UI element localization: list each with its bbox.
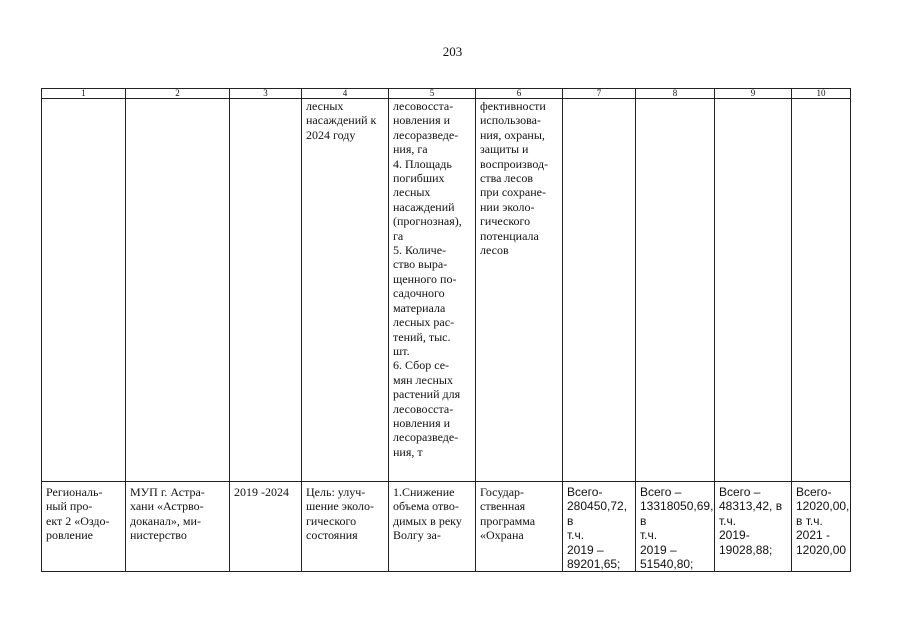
table-cell: Всего- 280450,72, в т.ч. 2019 – 89201,65; [563, 482, 636, 572]
column-header: 5 [389, 89, 476, 99]
table-cell [126, 99, 230, 482]
column-header: 7 [563, 89, 636, 99]
table-cell [563, 99, 636, 482]
column-header: 8 [636, 89, 715, 99]
program-table [41, 88, 851, 572]
column-header: 10 [792, 89, 851, 99]
table-cell [230, 99, 302, 482]
table-cell: МУП г. Астра- хани «Астрво- доканал», ми- нистерство [126, 482, 230, 572]
table-cell: Государ- ственная программа «Охрана [476, 482, 563, 572]
column-header: 3 [230, 89, 302, 99]
table-cell: лесовосста- новления и лесоразведе- ния, га 4. Площадь погибших лесных насаждений (прогнозная), га 5. Количе- ство выра- щенного по- садочного материала лесных рас- тений, тыс. шт. 6. Сбор се- мян лесных растений для лесовосста- новления и лесоразведе- ния, т [389, 99, 476, 482]
column-header: 4 [302, 89, 389, 99]
column-header: 1 [42, 89, 126, 99]
table-cell [715, 99, 792, 482]
header-row [42, 89, 851, 99]
column-header: 6 [476, 89, 563, 99]
table-cell: Цель: улуч- шение эколо- гического состояния [302, 482, 389, 572]
page-number: 203 [442, 44, 463, 59]
table-cell: 2019 -2024 [230, 482, 302, 572]
table-cell: Всего – 13318050,69, в т.ч. 2019 – 51540,80; [636, 482, 715, 572]
table-row-continuation [42, 99, 851, 482]
table-cell: Всего – 48313,42, в т.ч. 2019- 19028,88; [715, 482, 792, 572]
column-header: 2 [126, 89, 230, 99]
table-cell: Всего- 12020,00, в т.ч. 2021 - 12020,00 [792, 482, 851, 572]
table-cell: фективности использова- ния, охраны, защиты и воспроизвод- ства лесов при сохране- нии эколо- гического потенциала лесов [476, 99, 563, 482]
table-row-regional-project [42, 482, 851, 572]
table-cell [636, 99, 715, 482]
column-header: 9 [715, 89, 792, 99]
table-cell: лесных насаждений к 2024 году [302, 99, 389, 482]
table-cell: Региональ- ный про- ект 2 «Оздо- ровление [42, 482, 126, 572]
table-cell: 1.Снижение объема отво- димых в реку Волгу за- [389, 482, 476, 572]
table-cell [42, 99, 126, 482]
table-cell [792, 99, 851, 482]
